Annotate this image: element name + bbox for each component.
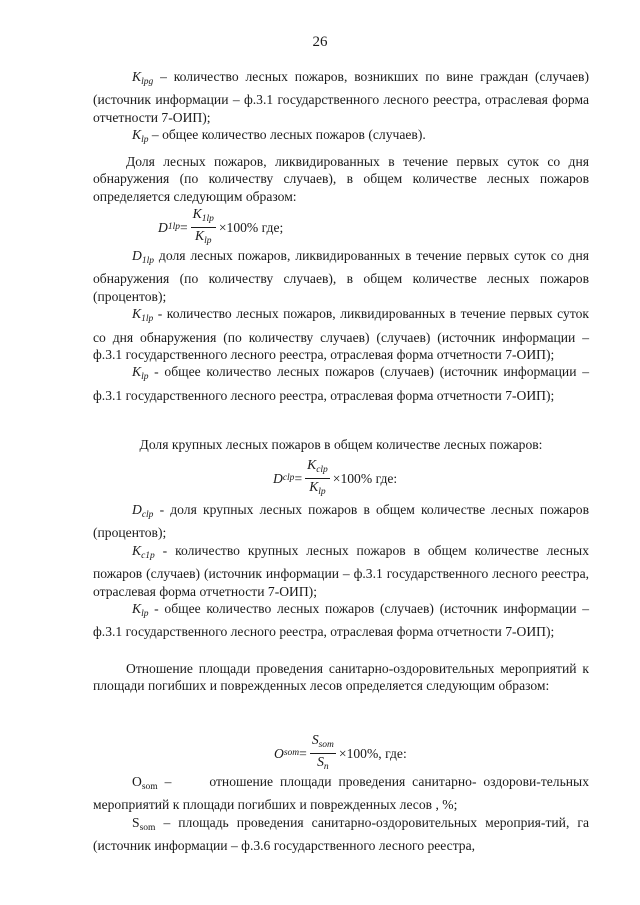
formula-lhs: D [158,219,168,235]
formula-denominator [307,479,327,500]
symbol-sub: som [141,782,158,792]
section1-intro-block [93,153,589,205]
definition-text: – общее количество лесных пожаров (случаев). [148,127,426,143]
def-ssom [93,814,589,855]
def-d1lp [93,247,589,305]
symbol-k: K [132,306,142,322]
symbol-d: D [132,502,142,517]
definition-text: – площадь проведения санитарно-оздоровительных мероприя-тий, га (источник информации – ф.3.6 государственного лесного реестра, [93,814,589,854]
symbol-sub: lpg [141,77,154,87]
definition-text: - количество крупных лесных пожаров в общем количестве лесных пожаров (случаев) (источник информации – ф.3.1 государственного лесного реестра, отраслевая форма отчетности 7-ОИП); [93,542,589,599]
denominator-sym: K [309,479,319,494]
formula-tail: ×100% где; [218,219,284,235]
top-definitions [93,68,589,150]
section3-intro: Отношение площади проведения санитарно-оздоровительных мероприятий к площади погибших и поврежденных лесов определяется следующим образом: [93,661,589,694]
definition-text: - количество лесных пожаров, ликвидированных в течение первых суток со дня обнаружения (по количеству случаев) (случаев) (источник информации – ф.3.1 государственного лесного реестра, отраслевая форма отчетности 7-ОИП); [93,306,589,363]
section2-intro: Доля крупных лесных пожаров в общем количестве лесных пожаров: [139,437,543,452]
denominator-sub: n [323,762,329,772]
formula-fraction [305,457,330,500]
symbol-k: K [132,69,142,84]
symbol-d: D [132,248,142,263]
formula-osom [274,732,407,775]
definition-text: - общее количество лесных пожаров (случаев) (источник информации – ф.3.1 государственного лесного реестра, отраслевая форма отчетности 7-ОИП); [93,364,589,403]
symbol-k: K [132,364,142,380]
denominator-sub: lp [318,487,326,497]
definition-dash: – [157,774,172,789]
section3-definitions [93,773,589,855]
section1-intro: Доля лесных пожаров, ликвидированных в течение первых суток со дня обнаружения (по количеству случаев), в общем количестве лесных пожаров определяется следующим образом: [93,154,589,204]
symbol-k: K [132,127,142,143]
def-k-lp [93,126,589,149]
symbol-sub: lp [141,372,149,383]
def-k-lpg [93,68,589,126]
formula-tail: ×100% где: [332,470,398,486]
numerator-sym: K [192,206,202,221]
formula-d1lp [158,206,283,249]
def-dclp [93,501,589,542]
symbol-o: O [132,774,142,789]
section2-intro-block [93,436,589,453]
symbol-sub: lp [141,135,149,146]
definition-text: отношение площади проведения санитарно- оздорови-тельных мероприятий к площади погибших и поврежденных лесов , %; [93,774,589,813]
def-kc1p [93,542,589,600]
def-k1lp [93,305,589,363]
formula-lhs-sub: 1lp [167,221,180,232]
formula-eq: = [179,219,188,235]
formula-numerator [310,732,336,754]
numerator-sub: clp [316,465,328,475]
denominator-sym: K [195,228,205,243]
symbol-sub: lp [141,609,149,620]
symbol-sub: c1p [141,550,155,561]
denominator-sym: S [317,754,324,769]
formula-lhs: O [274,745,284,761]
definition-text: доля лесных пожаров, ликвидированных в течение первых суток со дня обнаружения (по количеству случаев), в общем количестве лесных пожаров (процентов); [93,248,589,304]
symbol-sub: som [139,822,156,833]
definition-text: - общее количество лесных пожаров (случаев) (источник информации – ф.3.1 государственного лесного реестра, отраслевая форма отчетности 7-ОИП); [93,601,589,640]
formula-denominator [315,754,331,775]
formula-fraction [191,206,216,249]
section2-definitions [93,501,589,641]
symbol-k: K [132,601,142,617]
symbol-sub: 1lp [141,256,154,266]
section1-definitions [93,247,589,404]
numerator-sub: 1lp [201,214,214,224]
formula-lhs-sub: som [283,747,300,758]
def-klp [93,600,589,641]
formula-eq: = [294,470,303,486]
symbol-s: S [132,814,140,830]
formula-lhs: D [273,470,283,486]
section3-intro-block [93,660,589,695]
def-klp [93,363,589,404]
formula-lhs-sub: clp [282,472,295,483]
formula-numerator [305,457,330,479]
formula-eq: = [299,745,307,761]
numerator-sub: som [318,740,334,750]
formula-numerator [191,206,216,228]
definition-text: – количество лесных пожаров, возникших по вине граждан (случаев) (источник информации – ф.3.1 государственного лесного реестра, отраслевая форма отчетности 7-ОИП); [93,69,589,125]
formula-denominator [193,228,213,249]
symbol-k: K [132,542,142,558]
formula-tail: ×100%, где: [338,745,407,761]
symbol-sub: clp [141,510,154,520]
definition-text: - доля крупных лесных пожаров в общем количестве лесных пожаров (процентов); [93,502,589,541]
denominator-sub: lp [204,236,212,246]
formula-fraction [310,732,336,775]
page-number: 26 [312,34,328,50]
symbol-sub: 1lp [141,314,154,325]
formula-dclp [273,457,397,500]
numerator-sym: K [307,457,317,472]
def-osom [93,773,589,814]
numerator-sym: S [311,732,319,747]
